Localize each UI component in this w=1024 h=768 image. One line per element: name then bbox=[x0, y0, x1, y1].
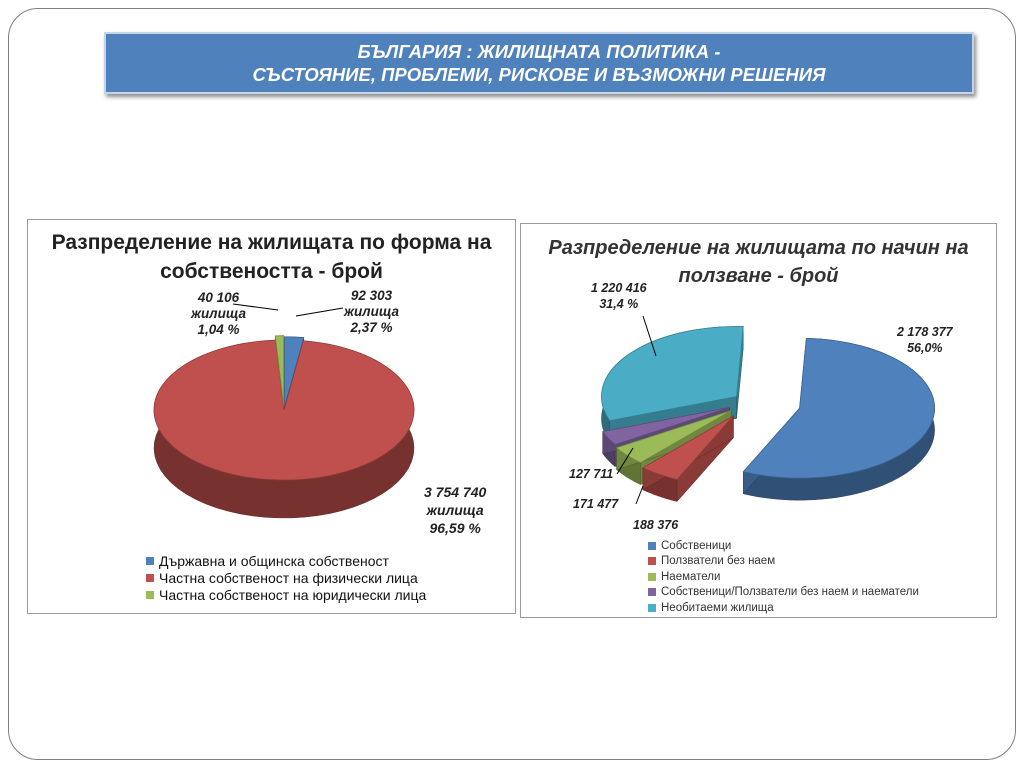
ownership-pie-chart bbox=[27, 219, 516, 614]
slide-title-line-2: СЪСТОЯНИЕ, ПРОБЛЕМИ, РИСКОВЕ И ВЪЗМОЖНИ РЕШЕНИЯ bbox=[252, 64, 826, 85]
legend-swatch bbox=[648, 573, 656, 581]
legend-item-state-municipal: Държавна и общинска собственост bbox=[146, 552, 426, 569]
ownership-legend bbox=[146, 552, 426, 603]
data-label-state-municipal: 92 303 жилища 2,37 % bbox=[344, 288, 399, 335]
legend-item-tenants: Наематели bbox=[648, 569, 919, 585]
data-label-vacant: 1 220 416 31,4 % bbox=[591, 281, 647, 311]
usage-chart-title-line-2: ползване - брой bbox=[678, 265, 839, 287]
data-label-private-individuals: 3 754 740 жилища 96,59 % bbox=[424, 484, 487, 536]
legend-item-vacant: Необитаеми жилища bbox=[648, 600, 919, 616]
legend-item-owners: Собственици bbox=[648, 538, 919, 554]
ownership-chart-title-line-2: собствеността - брой bbox=[160, 260, 383, 283]
legend-item-private-individuals: Частна собственост на физически лица bbox=[146, 569, 426, 586]
usage-pie-chart bbox=[520, 223, 997, 618]
legend-swatch bbox=[648, 588, 656, 596]
ownership-chart-title-line-1: Разпределение на жилищата по форма на bbox=[51, 231, 492, 254]
leader-line bbox=[636, 486, 643, 504]
legend-swatch bbox=[146, 557, 154, 565]
legend-item-users-no-rent: Ползватели без наем bbox=[648, 554, 919, 570]
usage-chart-title-line-1: Разпределение на жилищата по начин на bbox=[548, 237, 969, 259]
data-label-users-no-rent: 188 376 bbox=[633, 518, 679, 532]
legend-swatch bbox=[146, 591, 154, 599]
data-label-legal-entities: 40 106 жилища 1,04 % bbox=[191, 290, 246, 337]
pie-tops bbox=[154, 336, 414, 480]
usage-legend bbox=[648, 538, 919, 616]
data-label-tenants: 171 477 bbox=[573, 497, 619, 511]
data-label-mixed: 127 711 bbox=[569, 467, 614, 481]
legend-swatch bbox=[648, 542, 656, 550]
pie-tops bbox=[602, 326, 935, 479]
data-label-owners: 2 178 377 56,0% bbox=[897, 325, 953, 355]
legend-item-legal-entities: Частна собственост на юридически лица bbox=[146, 586, 426, 603]
leader-line bbox=[296, 308, 343, 316]
legend-item-mixed: Собственици/Ползватели без наем и наематели bbox=[648, 585, 919, 601]
slide-title-banner bbox=[104, 32, 974, 94]
legend-swatch bbox=[648, 557, 656, 565]
slide-title-line-1: БЪЛГАРИЯ : ЖИЛИЩНАТА ПОЛИТИКА - bbox=[357, 41, 721, 62]
legend-swatch bbox=[146, 574, 154, 582]
legend-swatch bbox=[648, 604, 656, 612]
